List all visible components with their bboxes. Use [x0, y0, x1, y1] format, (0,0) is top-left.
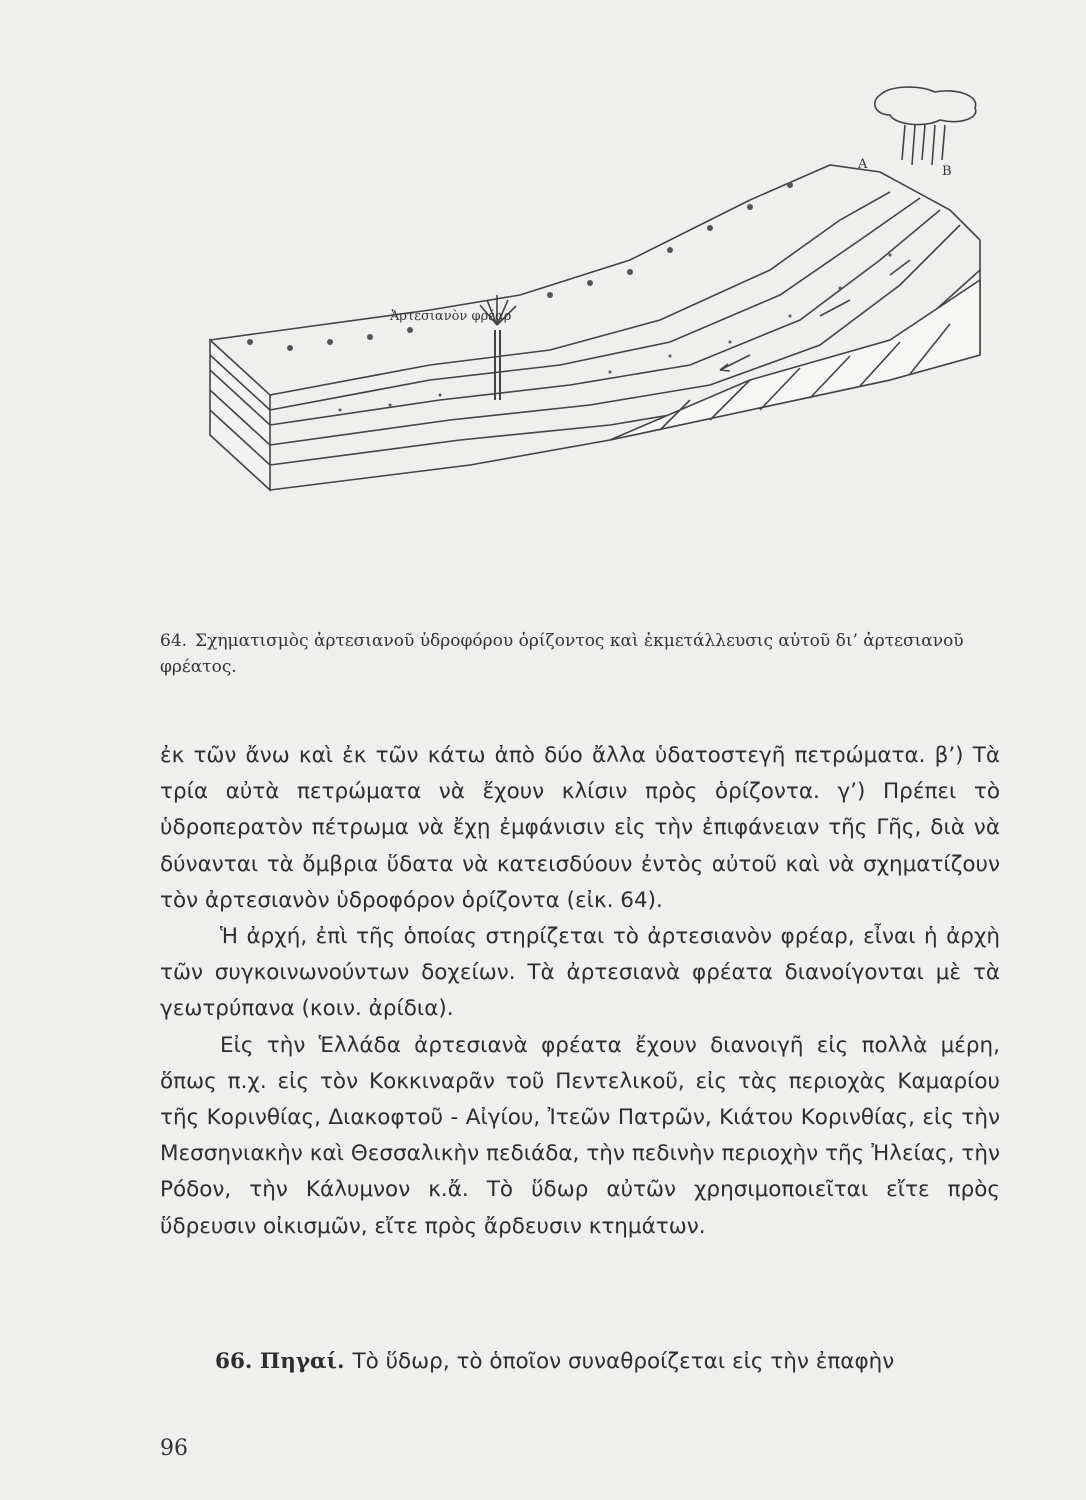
- figure-caption: [160, 628, 1000, 680]
- section-heading: 66. Πηγαί.: [215, 1349, 345, 1374]
- section-text: Τὸ ὕδωρ, τὸ ὁποῖον συναθροίζεται εἰς τὴν ἐπαφὴν: [352, 1349, 895, 1374]
- figure-label-b: Β: [942, 164, 952, 179]
- paragraph-3: Εἰς τὴν Ἑλλάδα ἀρτεσιανὰ φρέατα ἔχουν διανοιγῆ εἰς πολλὰ μέρη, ὅπως π.χ. εἰς τὸν Κοκκιναρᾶν τοῦ Πεντελικοῦ, εἰς τὰς περιοχὰς Καμαρίου τῆς Κορινθίας, Διακοφτοῦ - Αἰγίου, Ἰτεῶν Πατρῶν, Κιάτου Κορινθίας, εἰς τὴν Μεσσηνιακὴν καὶ Θεσσαλικὴν πεδιάδα, τὴν πεδινὴν περιοχὴν τῆς Ἠλείας, τὴν Ρόδον, τὴν Κάλυμνον κ.ἄ. Τὸ ὕδωρ αὐτῶν χρησιμοποιεῖται εἴτε πρὸς ὕδρευσιν οἰκισμῶν, εἴτε πρὸς ἄρδευσιν κτημάτων.: [160, 1032, 1000, 1239]
- caption-number: 64.: [160, 631, 188, 651]
- artesian-well-diagram: [190, 80, 1000, 520]
- figure-label-a: Α: [858, 157, 868, 172]
- paragraph-2: Ἡ ἀρχή, ἐπὶ τῆς ὁποίας στηρίζεται τὸ ἀρτεσιανὸν φρέαρ, εἶναι ἡ ἀρχὴ τῶν συγκοινωνούντων δοχείων. Τὰ ἀρτεσιανὰ φρέατα διανοίγονται μὲ τὰ γεωτρύπανα (κοιν. ἀρίδια).: [160, 924, 1000, 1022]
- page-number: 96: [160, 1436, 188, 1461]
- paragraph-1: ἐκ τῶν ἄνω καὶ ἐκ τῶν κάτω ἀπὸ δύο ἄλλα ὑδατοστεγῆ πετρώματα. β’) Τὰ τρία αὐτὰ πετρώματα νὰ ἔχουν κλίσιν πρὸς ὁρίζοντα. γ’) Πρέπει τὸ ὑδροπερατὸν πέτρωμα νὰ ἔχῃ ἐμφάνισιν εἰς τὴν ἐπιφάνειαν τῆς Γῆς, διὰ νὰ δύνανται τὰ ὄμβρια ὕδατα νὰ κατεισδύουν ἐντὸς αὐτοῦ καὶ νὰ σχηματίζουν τὸν ἀρτεσιανὸν ὑδροφόρον ὁρίζοντα (εἰκ. 64).: [160, 743, 1000, 913]
- caption-text: Σχηματισμὸς ἀρτεσιανοῦ ὑδροφόρου ὁρίζοντος καὶ ἐκμετάλλευσις αὐτοῦ δι’ ἀρτεσιανοῦ φρέατος.: [160, 631, 964, 677]
- body-text: [160, 738, 1000, 1245]
- section-66: [160, 1344, 1000, 1380]
- figure-label-well: Ἀρτεσιανὸν φρέαρ: [390, 309, 512, 324]
